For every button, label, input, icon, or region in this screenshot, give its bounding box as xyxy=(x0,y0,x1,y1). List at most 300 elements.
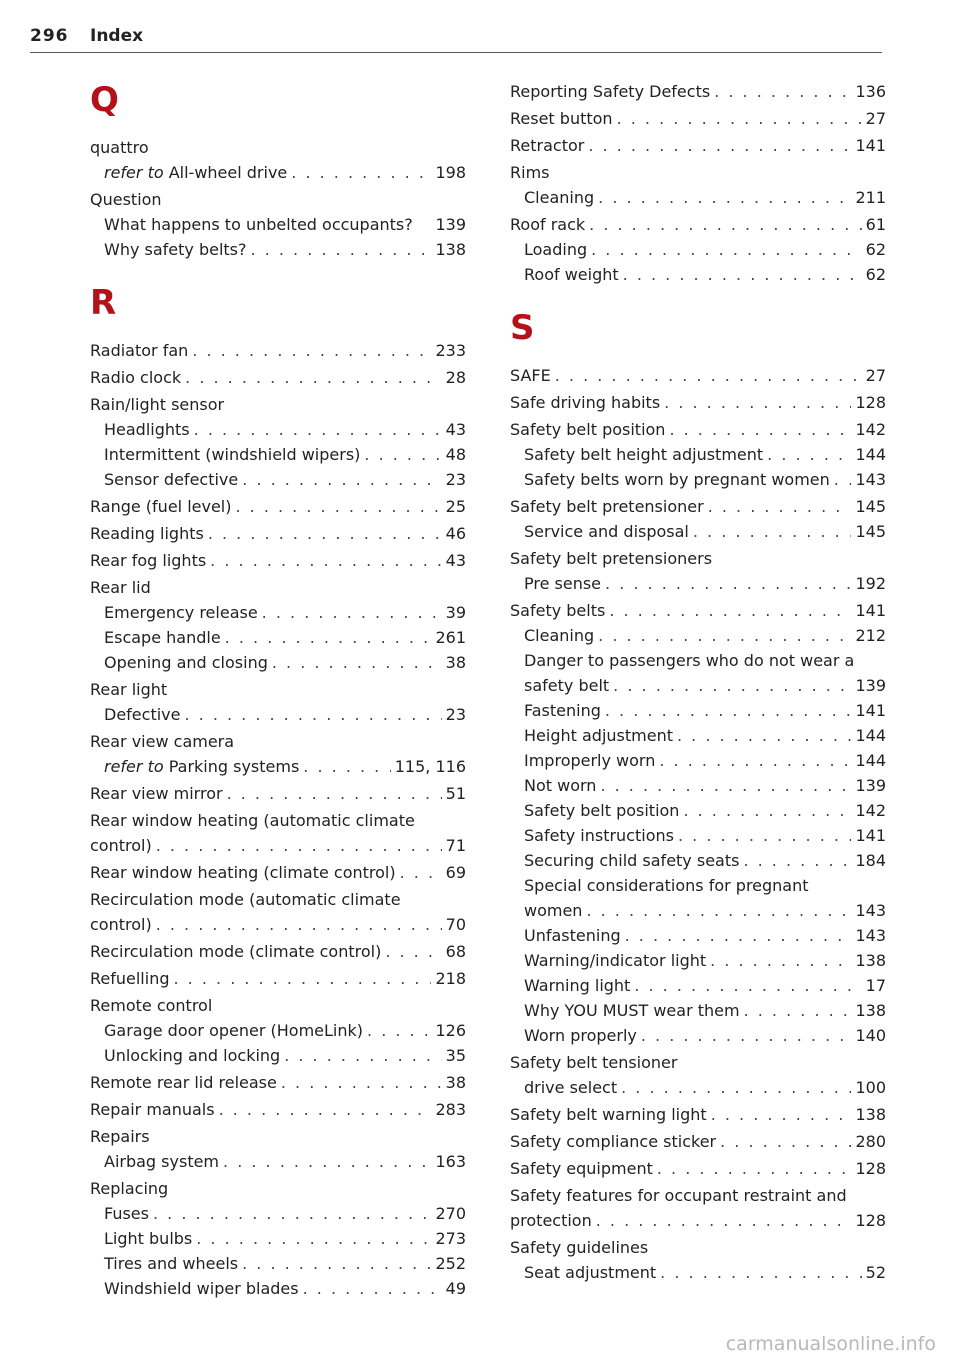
index-entry-text: Safety instructions xyxy=(524,826,674,845)
index-entry-text: Replacing xyxy=(90,1179,169,1198)
index-entry xyxy=(90,187,466,212)
index-entry xyxy=(90,1043,466,1068)
index-entry-text: Safety guidelines xyxy=(510,1238,649,1257)
index-entry xyxy=(510,648,886,673)
page-reference: 139 xyxy=(855,776,886,795)
index-entry-text: Cleaning xyxy=(524,626,595,645)
index-entry xyxy=(90,625,466,650)
page-reference: 198 xyxy=(435,163,466,182)
page-reference: 141 xyxy=(855,701,886,720)
page-reference: 68 xyxy=(445,942,466,961)
page-reference: 35 xyxy=(445,1046,466,1065)
page-reference: 46 xyxy=(445,524,466,543)
index-entry-text: Emergency release xyxy=(104,603,258,622)
index-entry xyxy=(90,887,466,912)
index-entry-text: Refuelling xyxy=(90,969,170,988)
dot-leader xyxy=(600,773,851,798)
index-entry-text: Height adjustment xyxy=(524,726,673,745)
page-reference: 126 xyxy=(435,1021,466,1040)
dot-leader xyxy=(634,973,861,998)
index-entry-text: safety belt xyxy=(524,676,610,695)
dot-leader xyxy=(598,185,851,210)
index-entry-text: Safety belts xyxy=(510,601,606,620)
dot-leader xyxy=(156,833,442,858)
dot-leader xyxy=(625,923,852,948)
index-entry-text: Reset button xyxy=(510,109,613,128)
page-reference: 128 xyxy=(855,1159,886,1178)
index-entry-text: Rear window heating (climate control) xyxy=(90,863,396,882)
page-reference: 38 xyxy=(445,1073,466,1092)
page-reference: 143 xyxy=(855,470,886,489)
page-reference: 28 xyxy=(445,368,466,387)
index-entry xyxy=(510,1183,886,1208)
index-entry-text: Improperly worn xyxy=(524,751,656,770)
index-entry xyxy=(510,442,886,467)
index-entry xyxy=(510,673,886,698)
index-entry-text: Intermittent (windshield wipers) xyxy=(104,445,361,464)
index-entry-text: Tires and wheels xyxy=(104,1254,239,1273)
index-entry xyxy=(90,1201,466,1226)
index-entry-text: Unlocking and locking xyxy=(104,1046,281,1065)
page-reference: 233 xyxy=(435,341,466,360)
dot-leader xyxy=(281,1070,442,1095)
index-entry-text: Loading xyxy=(524,240,588,259)
index-entry-text: Safety compliance sticker xyxy=(510,1132,717,1151)
page-reference: 261 xyxy=(435,628,466,647)
dot-leader xyxy=(208,521,442,546)
index-entry xyxy=(510,1208,886,1233)
index-entry-text: Safety belt tensioner xyxy=(510,1053,678,1072)
page-reference: 144 xyxy=(855,445,886,464)
page-reference: 43 xyxy=(445,420,466,439)
dot-leader xyxy=(613,673,851,698)
dot-leader xyxy=(194,417,442,442)
index-entry-text: Warning light xyxy=(524,976,631,995)
page-reference: 280 xyxy=(855,1132,886,1151)
index-entry-text: Safety belt position xyxy=(524,801,680,820)
index-entry-text: Headlights xyxy=(104,420,190,439)
dot-leader xyxy=(623,262,862,287)
index-entry xyxy=(90,575,466,600)
index-entry-text: Range (fuel level) xyxy=(90,497,232,516)
dot-leader xyxy=(262,600,442,625)
dot-leader xyxy=(184,702,441,727)
page-reference: 17 xyxy=(865,976,886,995)
dot-leader xyxy=(678,823,851,848)
index-entry xyxy=(90,650,466,675)
index-entry-text: Safety belt pretensioner xyxy=(510,497,704,516)
index-entry-text: control) xyxy=(90,915,152,934)
index-entry xyxy=(90,993,466,1018)
dot-leader xyxy=(589,212,862,237)
page-header xyxy=(30,24,882,53)
dot-leader xyxy=(284,1043,441,1068)
dot-leader xyxy=(303,1276,442,1301)
page-number: 296 xyxy=(30,26,69,46)
index-entry-text: protection xyxy=(510,1211,592,1230)
dot-leader xyxy=(708,494,852,519)
index-entry xyxy=(90,467,466,492)
index-entry-text: Question xyxy=(90,190,162,209)
index-entry xyxy=(510,623,886,648)
index-entry xyxy=(510,898,886,923)
index-entry xyxy=(90,212,466,237)
dot-leader xyxy=(291,160,431,185)
index-entry xyxy=(510,1075,886,1100)
dot-leader xyxy=(586,898,851,923)
dot-leader xyxy=(303,754,390,779)
dot-leader xyxy=(367,1018,431,1043)
index-entry xyxy=(90,600,466,625)
index-entry xyxy=(510,1050,886,1075)
index-entry xyxy=(90,729,466,754)
index-entry xyxy=(510,923,886,948)
index-entry xyxy=(90,1226,466,1251)
index-entry xyxy=(510,185,886,210)
index-entry-text: Roof weight xyxy=(524,265,619,284)
dot-leader xyxy=(677,723,851,748)
index-entry-text: Fastening xyxy=(524,701,601,720)
page-reference: 128 xyxy=(855,393,886,412)
index-entry-text: Safe driving habits xyxy=(510,393,661,412)
index-entry-text: Worn properly xyxy=(524,1026,637,1045)
index-entry xyxy=(90,1149,466,1174)
index-entry xyxy=(510,1129,886,1154)
index-entry xyxy=(90,365,466,390)
index-entry xyxy=(510,873,886,898)
dot-leader xyxy=(242,1251,431,1276)
index-column-right xyxy=(510,77,886,1285)
index-entry-text: Why safety belts? xyxy=(104,240,247,259)
index-entry-text: Reading lights xyxy=(90,524,204,543)
index-entry-text: Escape handle xyxy=(104,628,221,647)
index-entry-text: Why YOU MUST wear them xyxy=(524,1001,740,1020)
page-reference: 141 xyxy=(855,601,886,620)
page-reference: 52 xyxy=(865,1263,886,1282)
index-entry xyxy=(90,160,466,185)
index-entry xyxy=(90,860,466,885)
index-entry-text: Fuses xyxy=(104,1204,149,1223)
index-entry xyxy=(510,467,886,492)
section-title: Index xyxy=(90,26,144,46)
index-entry xyxy=(90,1276,466,1301)
index-entry-text: Airbag system xyxy=(104,1152,220,1171)
page-reference: 139 xyxy=(435,215,466,234)
index-entry xyxy=(510,79,886,104)
dot-leader xyxy=(693,519,852,544)
page-reference: 25 xyxy=(445,497,466,516)
dot-leader xyxy=(605,571,851,596)
page-reference: 115, 116 xyxy=(394,757,466,776)
page-reference: 143 xyxy=(855,926,886,945)
index-entry xyxy=(510,262,886,287)
page-reference: 23 xyxy=(445,705,466,724)
dot-leader xyxy=(609,598,851,623)
dot-leader xyxy=(596,1208,852,1233)
refer-to-label: refer to xyxy=(104,757,164,776)
index-entry xyxy=(510,571,886,596)
page-reference: 212 xyxy=(855,626,886,645)
index-entry xyxy=(510,160,886,185)
index-entry-text: Safety equipment xyxy=(510,1159,653,1178)
index-entry xyxy=(510,237,886,262)
page-reference: 69 xyxy=(445,863,466,882)
index-entry xyxy=(510,1156,886,1181)
index-entry-text: Defective xyxy=(104,705,181,724)
index-entry xyxy=(90,912,466,937)
dot-leader xyxy=(219,1097,432,1122)
index-entry xyxy=(510,1023,886,1048)
page-reference: 142 xyxy=(855,801,886,820)
dot-leader xyxy=(400,860,442,885)
dot-leader xyxy=(156,912,442,937)
index-entry xyxy=(510,723,886,748)
index-entry xyxy=(510,390,886,415)
dot-leader xyxy=(711,1102,852,1127)
index-entry xyxy=(510,948,886,973)
page-reference: 192 xyxy=(855,574,886,593)
page-reference: 163 xyxy=(435,1152,466,1171)
index-entry-text: refer to All-wheel drive xyxy=(104,163,288,182)
page-reference: 270 xyxy=(435,1204,466,1223)
dot-leader xyxy=(657,1156,852,1181)
index-entry xyxy=(510,823,886,848)
dot-leader xyxy=(153,1201,431,1226)
dot-leader xyxy=(710,948,851,973)
index-entry xyxy=(90,338,466,363)
index-entry xyxy=(510,748,886,773)
dot-leader xyxy=(669,417,851,442)
dot-leader xyxy=(591,237,862,262)
index-entry xyxy=(90,1097,466,1122)
index-entry-text: Rear lid xyxy=(90,578,151,597)
index-entry xyxy=(510,363,886,388)
page-reference: 51 xyxy=(445,784,466,803)
index-entry-text: Service and disposal xyxy=(524,522,689,541)
index-entry-text: Danger to passengers who do not wear a xyxy=(524,651,855,670)
page-reference: 138 xyxy=(855,1105,886,1124)
page-reference: 49 xyxy=(445,1279,466,1298)
page-reference: 138 xyxy=(435,240,466,259)
index-entry-text: Rear view camera xyxy=(90,732,235,751)
index-entry-text: What happens to unbelted occupants? xyxy=(104,215,413,234)
page-reference: 145 xyxy=(855,522,886,541)
page-reference: 218 xyxy=(435,969,466,988)
index-entry xyxy=(510,1260,886,1285)
index-entry-text: Roof rack xyxy=(510,215,586,234)
dot-leader xyxy=(251,237,432,262)
dot-leader xyxy=(364,442,441,467)
dot-leader xyxy=(743,848,851,873)
index-entry-text: Rear fog lights xyxy=(90,551,207,570)
dot-leader xyxy=(720,1129,851,1154)
page-reference: 283 xyxy=(435,1100,466,1119)
dot-leader xyxy=(196,1226,431,1251)
dot-leader xyxy=(834,467,852,492)
page-reference: 143 xyxy=(855,901,886,920)
dot-leader xyxy=(235,494,441,519)
index-entry xyxy=(510,773,886,798)
index-entry xyxy=(510,598,886,623)
index-entry-text: Windshield wiper blades xyxy=(104,1279,299,1298)
index-entry-text: Radiator fan xyxy=(90,341,189,360)
index-entry xyxy=(510,698,886,723)
dot-leader xyxy=(598,623,851,648)
index-entry-text: Special considerations for pregnant xyxy=(524,876,809,895)
page-reference: 27 xyxy=(865,109,886,128)
dot-leader xyxy=(659,748,851,773)
page-reference: 100 xyxy=(855,1078,886,1097)
dot-leader xyxy=(242,467,441,492)
index-entry xyxy=(90,1176,466,1201)
index-entry xyxy=(90,494,466,519)
index-entry-text: Securing child safety seats xyxy=(524,851,740,870)
index-entry-text: Safety belt position xyxy=(510,420,666,439)
index-entry xyxy=(510,998,886,1023)
page-reference: 144 xyxy=(855,751,886,770)
index-entry xyxy=(90,833,466,858)
index-entry xyxy=(510,212,886,237)
index-entry-text: Rear light xyxy=(90,680,168,699)
index-entry xyxy=(90,548,466,573)
index-entry xyxy=(510,1102,886,1127)
dot-leader xyxy=(223,1149,431,1174)
index-entry xyxy=(90,1251,466,1276)
dot-leader xyxy=(744,998,852,1023)
dot-leader xyxy=(660,1260,861,1285)
index-entry-text: control) xyxy=(90,836,152,855)
dot-leader xyxy=(641,1023,852,1048)
page-reference: 136 xyxy=(855,82,886,101)
dot-leader xyxy=(767,442,851,467)
page-reference: 70 xyxy=(445,915,466,934)
index-entry xyxy=(90,702,466,727)
index-entry-text: women xyxy=(524,901,583,920)
page-reference: 62 xyxy=(865,265,886,284)
page-reference: 38 xyxy=(445,653,466,672)
index-entry-text: Rain/light sensor xyxy=(90,395,225,414)
index-entry xyxy=(510,106,886,131)
index-entry-text: Remote control xyxy=(90,996,213,1015)
dot-leader xyxy=(683,798,851,823)
index-entry xyxy=(510,133,886,158)
page-reference: 142 xyxy=(855,420,886,439)
index-entry xyxy=(510,973,886,998)
dot-leader xyxy=(617,106,862,131)
dot-leader xyxy=(272,650,442,675)
index-entry-text: Reporting Safety Defects xyxy=(510,82,711,101)
index-entry-text: Safety belt height adjustment xyxy=(524,445,764,464)
index-entry xyxy=(90,237,466,262)
page-reference: 128 xyxy=(855,1211,886,1230)
index-entry-text: Pre sense xyxy=(524,574,602,593)
index-entry-text: Retractor xyxy=(510,136,585,155)
index-entry xyxy=(510,494,886,519)
index-entry xyxy=(90,135,466,160)
index-entry-text: Sensor defective xyxy=(104,470,239,489)
dot-leader xyxy=(714,79,851,104)
index-entry xyxy=(90,1124,466,1149)
index-entry xyxy=(90,966,466,991)
index-entry-text: Safety belts worn by pregnant women xyxy=(524,470,830,489)
page-reference: 145 xyxy=(855,497,886,516)
dot-leader xyxy=(210,548,441,573)
index-entry-text: refer to Parking systems xyxy=(104,757,300,776)
index-entry xyxy=(90,808,466,833)
page-reference: 144 xyxy=(855,726,886,745)
page-reference: 252 xyxy=(435,1254,466,1273)
index-entry-text: Recirculation mode (automatic climate xyxy=(90,890,401,909)
refer-to-label: refer to xyxy=(104,163,164,182)
index-entry xyxy=(90,754,466,779)
page-reference: 138 xyxy=(855,1001,886,1020)
index-entry xyxy=(90,1070,466,1095)
page-reference: 139 xyxy=(855,676,886,695)
index-entry-text: Repairs xyxy=(90,1127,150,1146)
index-entry xyxy=(90,1018,466,1043)
index-entry xyxy=(90,677,466,702)
dot-leader xyxy=(185,365,442,390)
index-entry-text: quattro xyxy=(90,138,149,157)
index-entry xyxy=(90,521,466,546)
dot-leader xyxy=(588,133,851,158)
index-entry-text: Recirculation mode (climate control) xyxy=(90,942,382,961)
index-entry-text: Remote rear lid release xyxy=(90,1073,277,1092)
page-reference: 184 xyxy=(855,851,886,870)
index-entry xyxy=(90,442,466,467)
index-entry-text: Rear view mirror xyxy=(90,784,223,803)
index-entry-text: Safety features for occupant restraint and xyxy=(510,1186,847,1205)
index-entry xyxy=(90,392,466,417)
index-entry-text: Rear window heating (automatic climate xyxy=(90,811,415,830)
page-reference: 48 xyxy=(445,445,466,464)
index-entry xyxy=(90,417,466,442)
index-entry-text: Safety belt pretensioners xyxy=(510,549,713,568)
page-reference: 61 xyxy=(865,215,886,234)
dot-leader xyxy=(605,698,852,723)
index-entry xyxy=(90,939,466,964)
page-reference: 140 xyxy=(855,1026,886,1045)
page-reference: 43 xyxy=(445,551,466,570)
index-entry-text: Radio clock xyxy=(90,368,182,387)
page-reference: 138 xyxy=(855,951,886,970)
page-reference: 141 xyxy=(855,826,886,845)
page-reference: 211 xyxy=(855,188,886,207)
index-entry xyxy=(90,781,466,806)
dot-leader xyxy=(174,966,432,991)
dot-leader xyxy=(225,625,432,650)
index-entry xyxy=(510,848,886,873)
index-entry xyxy=(510,519,886,544)
index-entry-text: Safety belt warning light xyxy=(510,1105,707,1124)
watermark: carmanualsonline.info xyxy=(725,1333,936,1355)
index-entry-text: SAFE xyxy=(510,366,551,385)
index-entry xyxy=(510,417,886,442)
dot-leader xyxy=(227,781,442,806)
index-letter-heading: Q xyxy=(90,80,119,120)
index-entry-text: drive select xyxy=(524,1078,618,1097)
page-reference: 273 xyxy=(435,1229,466,1248)
page-reference: 141 xyxy=(855,136,886,155)
dot-leader xyxy=(664,390,851,415)
dot-leader xyxy=(555,363,862,388)
index-entry xyxy=(510,546,886,571)
page-reference: 23 xyxy=(445,470,466,489)
index-entry-text: Garage door opener (HomeLink) xyxy=(104,1021,364,1040)
index-entry-text: Rims xyxy=(510,163,550,182)
page-reference: 39 xyxy=(445,603,466,622)
dot-leader xyxy=(385,939,441,964)
